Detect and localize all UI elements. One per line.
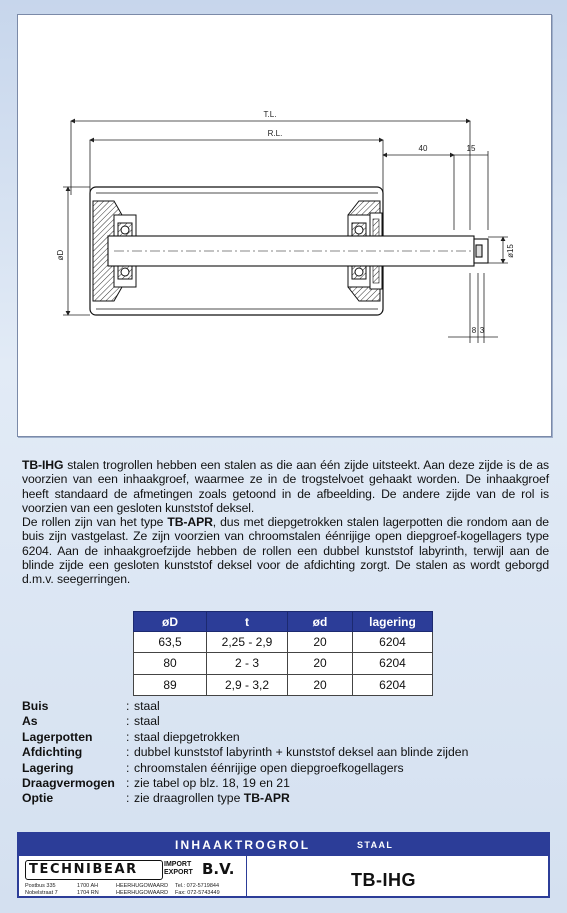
dim-15: 15 bbox=[466, 144, 476, 153]
address-col-3 bbox=[116, 883, 168, 896]
logo-wordmark: TECHNIBEAR bbox=[25, 860, 163, 880]
table-cell: 80 bbox=[134, 653, 207, 674]
address-line: Postbus 335 bbox=[25, 883, 56, 889]
address-col-1 bbox=[25, 883, 58, 896]
property-key: Optie bbox=[22, 791, 54, 806]
property-row: Optie : zie draagrollen type TB-APR bbox=[22, 791, 549, 806]
logo-tagline bbox=[164, 861, 193, 877]
product-code-inline: TB-IHG bbox=[22, 458, 64, 472]
property-key: Lagerpotten bbox=[22, 729, 93, 744]
table-cell: 6204 bbox=[353, 632, 433, 653]
footer-divider bbox=[246, 856, 247, 898]
description-text-2a: De rollen zijn van het type bbox=[22, 515, 168, 530]
col-header-t: t bbox=[207, 612, 288, 632]
footer-banner bbox=[17, 832, 550, 898]
material-properties bbox=[22, 699, 549, 807]
property-value bbox=[134, 791, 549, 806]
property-row: Lagering : chroomstalen éénrijige open diepgroefkogellagers bbox=[22, 761, 549, 776]
property-row: Draagvermogen : zie tabel op blz. 18, 19 en 21 bbox=[22, 776, 549, 791]
table-row bbox=[134, 653, 433, 674]
steel-shaft bbox=[108, 236, 488, 266]
property-row: Afdichting : dubbel kunststof labyrinth + kunststof deksel aan blinde zijden bbox=[22, 745, 549, 760]
dim-o15: ø15 bbox=[506, 244, 515, 258]
table-cell: 20 bbox=[288, 653, 353, 674]
table-cell: 63,5 bbox=[134, 632, 207, 653]
table-cell: 2,9 - 3,2 bbox=[207, 674, 288, 695]
dim-rl: R.L. bbox=[267, 129, 283, 138]
property-value: staal diepgetrokken bbox=[134, 729, 240, 744]
table-header-row bbox=[134, 612, 433, 632]
property-value: staal bbox=[134, 699, 160, 713]
dimensions-table bbox=[133, 611, 433, 696]
logo-tag-export: EXPORT bbox=[164, 869, 193, 876]
property-value-bold: TB-APR bbox=[243, 791, 290, 806]
col-header-lagering: lagering bbox=[353, 612, 433, 632]
footer-title-bar bbox=[19, 834, 548, 856]
address-col-2 bbox=[77, 883, 99, 896]
type-code-inline: TB-APR bbox=[167, 515, 213, 530]
property-key: Afdichting bbox=[22, 745, 83, 760]
table-row bbox=[134, 674, 433, 695]
company-logo bbox=[23, 860, 241, 894]
table-row bbox=[134, 632, 433, 653]
dim-od: øD bbox=[56, 249, 65, 261]
property-key: Lagering bbox=[22, 760, 74, 775]
dim-8: 8 bbox=[471, 326, 477, 335]
logo-tag-import: IMPORT bbox=[164, 861, 192, 868]
dim-tl: T.L. bbox=[263, 110, 277, 119]
property-key: Draagvermogen bbox=[22, 776, 115, 791]
property-value: chroomstalen éénrijige open diepgroefkogellagers bbox=[134, 760, 404, 775]
address-line: HEERHUGOWAARD bbox=[116, 889, 169, 896]
fax-line: Fax: 072-5743449 bbox=[175, 889, 220, 896]
address-line: HEERHUGOWAARD bbox=[116, 883, 169, 889]
table-cell: 20 bbox=[288, 632, 353, 653]
table-cell: 20 bbox=[288, 674, 353, 695]
property-value-text: zie draagrollen type bbox=[134, 791, 244, 806]
footer-subtitle: STAAL bbox=[357, 840, 394, 850]
property-value: zie tabel op blz. 18, 19 en 21 bbox=[134, 776, 290, 791]
description-text-2b: , dus met diepgetrokken stalen lagerpotten die rondom aan de buis zijn vastgelast. Ze zijn voorzien van chroomstalen éénrijige open diepgroef-kogellagers type 6204. Aan de inhaakgroefzijde hebben de rollen een dubbel kunststof labyrinth, terwijl aan de blinde zijde een gesloten kunststof deksel voor de afdichting zorgt. De stalen as wordt geborgd d.m.v. seegerringen. bbox=[22, 515, 549, 587]
dim-40: 40 bbox=[418, 144, 428, 153]
col-header-od-inner: ød bbox=[288, 612, 353, 632]
property-key: Buis bbox=[22, 699, 49, 713]
description-paragraph-1 bbox=[22, 458, 549, 515]
property-row: Buis : staal bbox=[22, 699, 549, 714]
property-row: Lagerpotten : staal diepgetrokken bbox=[22, 730, 549, 745]
table-cell: 89 bbox=[134, 674, 207, 695]
footer-title: INHAAKTROGROL bbox=[175, 838, 311, 852]
address-line: 1704 RN bbox=[77, 889, 99, 896]
description-text-1: stalen trogrollen hebben een stalen as die aan één zijde uitsteekt. Aan deze zijde is de as voorzien van een inhaakgroef, waarmee ze in de trogstelvoet gehaakt worden. De inhaakgroef heeft standaard de afmetingen zoals getoond in de afbeelding. De andere zijde van de rol is voorzien van een gesloten kunststof deksel. bbox=[22, 458, 549, 515]
product-description bbox=[22, 458, 549, 587]
roller-cross-section-drawing bbox=[18, 15, 551, 436]
phone-line: Tel.: 072-5719844 bbox=[175, 883, 220, 889]
address-line: Nobelstraat 7 bbox=[25, 889, 58, 896]
technical-drawing bbox=[17, 14, 552, 437]
table-cell: 6204 bbox=[353, 674, 433, 695]
table-cell: 6204 bbox=[353, 653, 433, 674]
property-value: staal bbox=[134, 714, 160, 729]
property-value: dubbel kunststof labyrinth + kunststof deksel aan blinde zijden bbox=[134, 745, 469, 760]
dim-3: 3 bbox=[479, 326, 485, 335]
address-line: 1700 AH bbox=[77, 883, 99, 889]
logo-bv: B.V. bbox=[202, 860, 235, 878]
table-cell: 2,25 - 2,9 bbox=[207, 632, 288, 653]
address-col-4 bbox=[175, 883, 220, 896]
property-key: As bbox=[22, 714, 38, 729]
col-header-od: øD bbox=[134, 612, 207, 632]
table-cell: 2 - 3 bbox=[207, 653, 288, 674]
description-paragraph-2 bbox=[22, 515, 549, 586]
property-row: As : staal bbox=[22, 714, 549, 729]
product-code: TB-IHG bbox=[351, 870, 416, 890]
